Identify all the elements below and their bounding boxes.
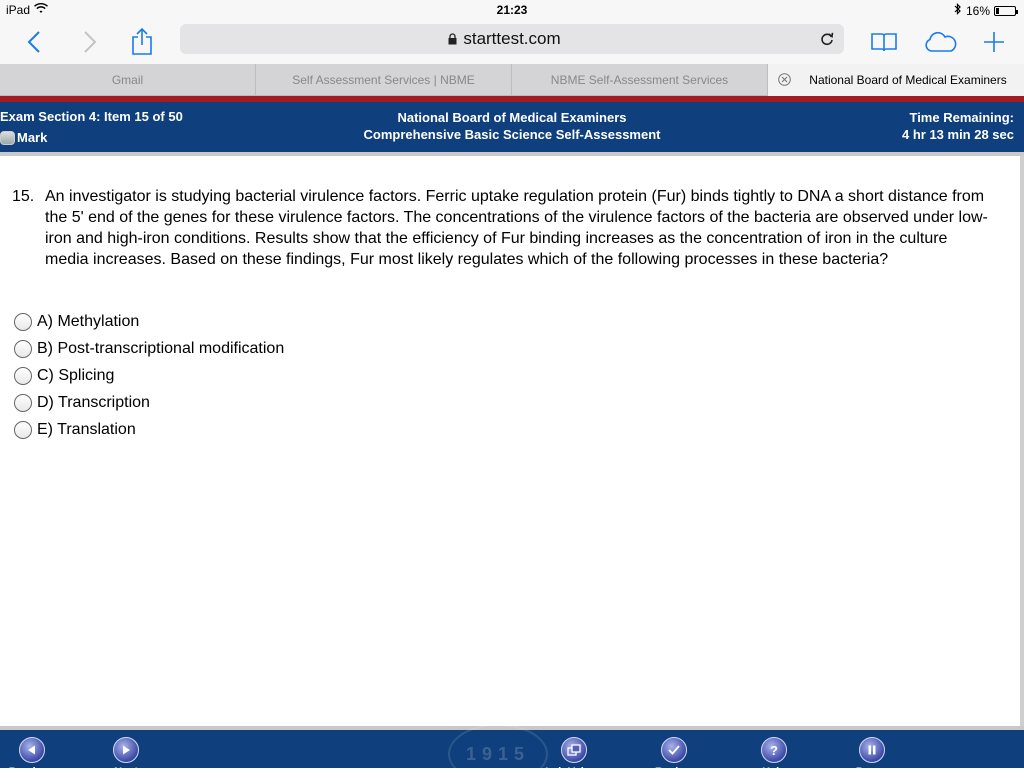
bluetooth-icon — [954, 3, 962, 18]
time-value: 4 hr 13 min 28 sec — [901, 127, 1014, 142]
answer-option-c[interactable] — [14, 362, 284, 389]
tab-label: Gmail — [111, 73, 144, 87]
radio-button[interactable] — [14, 313, 32, 331]
answer-option-b[interactable] — [14, 335, 284, 362]
next-label: Next — [114, 766, 138, 778]
device-label: iPad — [6, 3, 31, 17]
lab-values-button[interactable] — [534, 735, 614, 778]
bottom-nav-bar — [0, 730, 1024, 778]
forward-icon[interactable] — [74, 26, 106, 58]
new-tab-icon[interactable] — [978, 26, 1010, 58]
lab-values-label: Lab Values — [545, 766, 603, 778]
answer-options — [14, 308, 284, 443]
pause-label: Pause — [855, 766, 889, 778]
tab-label: National Board of Medical Examiners — [809, 73, 1007, 87]
pause-icon — [859, 737, 885, 763]
help-button[interactable] — [734, 735, 814, 778]
back-icon[interactable] — [18, 26, 50, 58]
tab-label: NBME Self-Assessment Services — [550, 73, 729, 87]
radio-button[interactable] — [14, 367, 32, 385]
url-text: starttest.com — [463, 29, 561, 48]
question-number: 15. — [12, 188, 35, 205]
pause-button[interactable] — [832, 735, 912, 778]
previous-button[interactable] — [0, 735, 72, 778]
exam-title-line2: Comprehensive Basic Science Self-Assessment — [363, 127, 661, 142]
tab-gmail[interactable] — [0, 64, 256, 96]
tab-nbme-active[interactable] — [768, 64, 1024, 96]
share-icon[interactable] — [126, 26, 158, 58]
bookmarks-icon[interactable] — [868, 26, 900, 58]
arrow-right-icon — [113, 737, 139, 763]
reload-icon[interactable] — [816, 28, 838, 50]
next-button[interactable] — [86, 735, 166, 778]
cloud-icon[interactable] — [924, 26, 956, 58]
question-panel — [0, 156, 1020, 726]
content-scrollbar[interactable] — [1020, 156, 1024, 726]
time-remaining — [902, 109, 1014, 143]
option-label: D) Transcription — [37, 393, 150, 411]
status-bar — [0, 0, 1024, 20]
browser-tabs — [0, 64, 1024, 96]
radio-button[interactable] — [14, 340, 32, 358]
windows-icon — [561, 737, 587, 763]
answer-option-e[interactable] — [14, 416, 284, 443]
browser-toolbar — [0, 20, 1024, 64]
close-tab-icon[interactable] — [778, 73, 791, 89]
option-label: A) Methylation — [37, 312, 140, 330]
answer-option-a[interactable] — [14, 308, 284, 335]
review-button[interactable] — [634, 735, 714, 778]
radio-button[interactable] — [14, 394, 32, 412]
radio-button[interactable] — [14, 421, 32, 439]
previous-label: Previous — [8, 766, 56, 778]
help-label: Help — [762, 766, 786, 778]
option-label: E) Translation — [37, 420, 136, 438]
tab-self-assessment-services-nbme[interactable] — [256, 64, 512, 96]
battery-icon — [994, 6, 1016, 16]
battery-percent: 16% — [965, 3, 990, 18]
option-label: C) Splicing — [37, 366, 115, 384]
arrow-left-icon — [19, 737, 45, 763]
question-stem — [12, 186, 992, 270]
question-icon: ? — [761, 737, 787, 763]
address-bar[interactable] — [180, 24, 844, 54]
option-label: B) Post-transcriptional modification — [37, 339, 285, 357]
time-label: Time Remaining: — [909, 110, 1014, 125]
item-counter: Exam Section 4: Item 15 of 50 — [0, 109, 183, 124]
exam-header — [0, 102, 1024, 152]
nbme-seal-logo: 1915 — [448, 724, 548, 784]
tab-nbme-self-assessment[interactable] — [512, 64, 768, 96]
exam-title-line1: National Board of Medical Examiners — [397, 110, 627, 125]
clock: 21:23 — [496, 3, 528, 17]
mark-label: Mark — [17, 130, 48, 145]
answer-option-d[interactable] — [14, 389, 284, 416]
checkmark-icon — [661, 737, 687, 763]
review-label: Review — [655, 766, 693, 778]
tab-label: Self Assessment Services | NBME — [292, 73, 475, 87]
exam-title — [0, 109, 1024, 143]
question-text: An investigator is studying bacterial virulence factors. Ferric uptake regulation protein (Fur) binds tightly to DNA a short distance from the 5' end of the genes for these virulence factors. The concentrations of the virulence factors of the bacteria are observed under low-iron and high-iron conditions. Results show that the efficiency of Fur binding increases as the concentration of iron in the culture media increases. Based on these findings, Fur most likely regulates which of the following processes in these bacteria? — [45, 188, 988, 268]
